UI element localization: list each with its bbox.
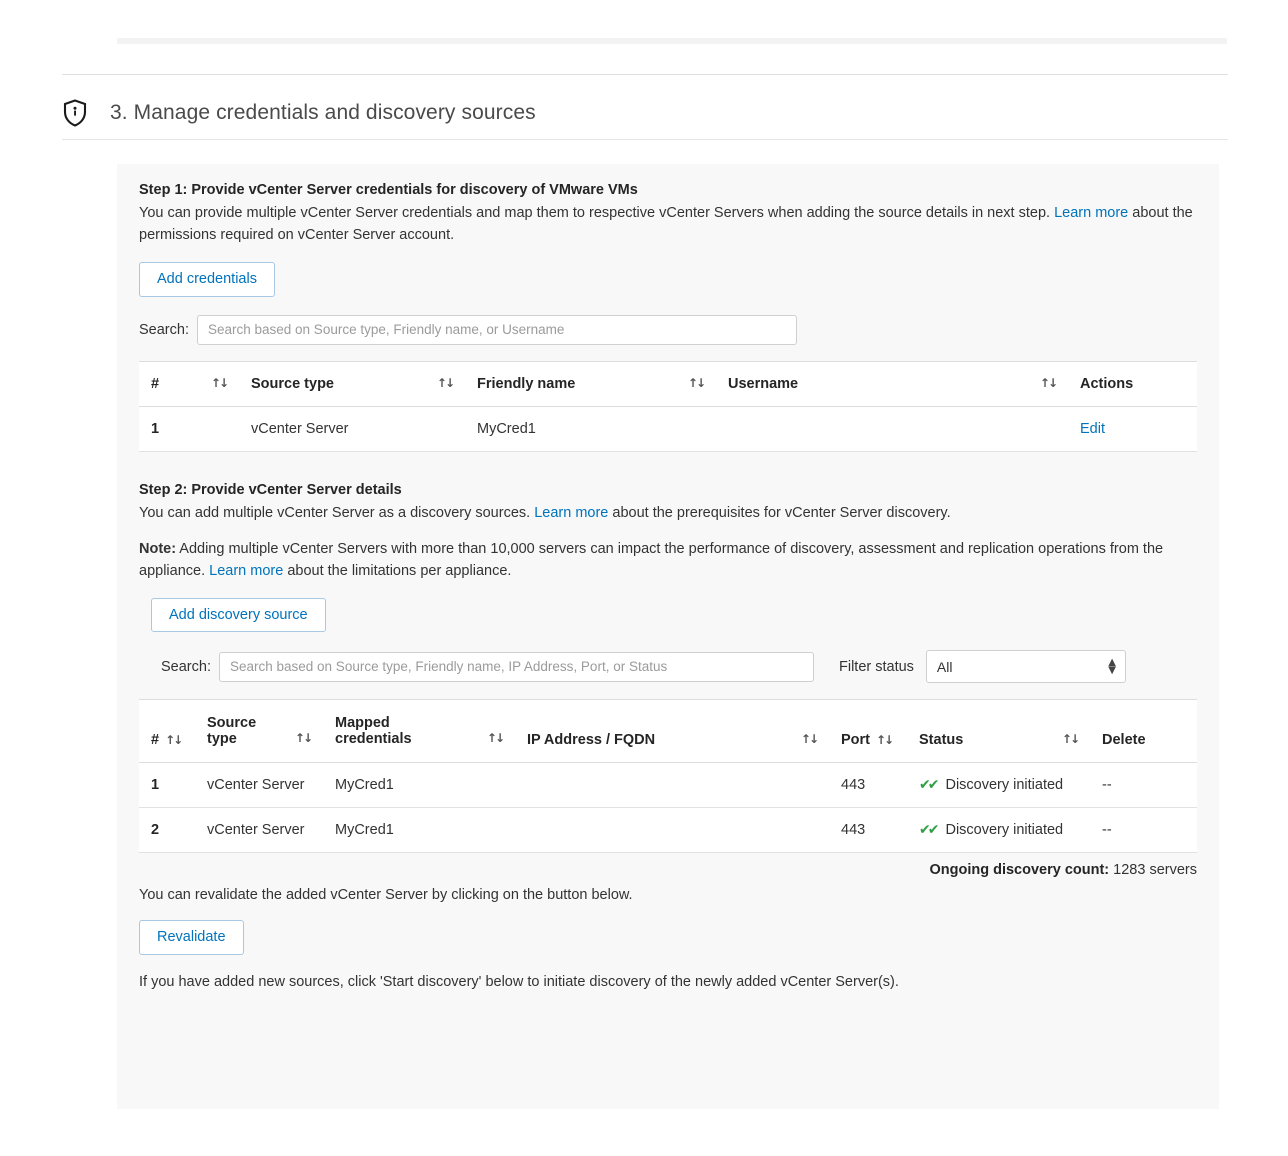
cell-friendly-name: MyCred1 — [465, 406, 716, 451]
credentials-search-input[interactable] — [197, 315, 797, 345]
sort-icon[interactable]: ↑↓ — [1039, 375, 1056, 390]
table-row — [139, 763, 1197, 808]
col-friendly-name[interactable] — [465, 361, 716, 406]
section-header — [62, 88, 1228, 138]
step1-search-label: Search: — [139, 321, 189, 338]
cell-ip-fqdn — [515, 808, 829, 853]
step2-description — [139, 502, 1197, 524]
note-learn-more-link[interactable]: Learn more — [209, 562, 284, 579]
step2-search-row — [139, 650, 1197, 683]
add-discovery-source-button[interactable]: Add discovery source — [151, 598, 326, 633]
col-actions-label: Actions — [1080, 375, 1134, 392]
cell-source-type: vCenter Server — [195, 763, 323, 808]
step2-note — [139, 538, 1197, 582]
add-credentials-button[interactable]: Add credentials — [139, 262, 275, 297]
col-delete — [1090, 700, 1197, 763]
cell-username — [716, 406, 1068, 451]
col-username[interactable] — [716, 361, 1068, 406]
table-row — [139, 808, 1197, 853]
shield-exclamation-icon — [62, 98, 88, 128]
col-port-label: Port — [841, 732, 870, 748]
col-number[interactable] — [139, 361, 239, 406]
col-number[interactable] — [139, 700, 195, 763]
cell-number: 1 — [139, 763, 195, 808]
revalidate-button[interactable]: Revalidate — [139, 920, 244, 955]
col-source-type-label-1: Source — [207, 715, 257, 731]
cell-status — [907, 763, 1090, 808]
step1-desc-text-1: You can provide multiple vCenter Server credentials and map them to respective vCenter Servers when adding the source details in next step. — [139, 205, 1055, 221]
col-source-type-label-2: type — [207, 731, 237, 747]
panel-content — [139, 182, 1197, 993]
ongoing-discovery-value: 1283 servers — [1113, 862, 1197, 878]
cell-port: 443 — [829, 763, 907, 808]
discovery-search-input[interactable] — [219, 652, 814, 682]
note-text-2: about the limitations per appliance. — [283, 562, 512, 579]
step1-description — [139, 202, 1197, 246]
footer-description: If you have added new sources, click 'Start discovery' below to initiate discovery of the newly added vCenter Server(s). — [139, 973, 899, 990]
col-username-label: Username — [728, 375, 799, 392]
cell-mapped-credentials: MyCred1 — [323, 763, 515, 808]
top-decorative-strip — [117, 38, 1227, 44]
step1-desc-text-2: about the permissions required on vCenter Server account. — [139, 205, 1193, 243]
col-number-label: # — [151, 732, 160, 748]
credentials-table — [139, 361, 1197, 452]
sort-icon[interactable]: ↑↓ — [210, 375, 227, 390]
cell-delete: -- — [1090, 763, 1197, 808]
step2-title: Step 2: Provide vCenter Server details — [139, 481, 402, 498]
cell-delete: -- — [1090, 808, 1197, 853]
col-mapped-credentials[interactable] — [323, 700, 515, 763]
edit-link[interactable]: Edit — [1080, 420, 1105, 437]
step1-learn-more-link[interactable]: Learn more — [1054, 205, 1129, 221]
sort-icon[interactable]: ↑↓ — [1061, 732, 1078, 746]
col-source-type-label: Source type — [251, 375, 334, 392]
note-label: Note: — [139, 540, 177, 557]
step2-learn-more-link[interactable]: Learn more — [534, 504, 609, 521]
cell-status — [907, 808, 1090, 853]
ongoing-discovery-count — [139, 862, 1197, 878]
cell-source-type: vCenter Server — [195, 808, 323, 853]
credentials-panel — [117, 164, 1219, 1109]
cell-actions — [1068, 406, 1197, 451]
cell-mapped-credentials: MyCred1 — [323, 808, 515, 853]
filter-status-select-wrap — [926, 650, 1126, 683]
status-text: Discovery initiated — [945, 822, 1064, 838]
table-row — [139, 406, 1197, 451]
cell-ip-fqdn — [515, 763, 829, 808]
note-text-1: Adding multiple vCenter Servers with more than 10,000 servers can impact the performance of discovery, assessment and replication operations from the appliance. — [139, 540, 1164, 579]
col-port[interactable] — [829, 700, 907, 763]
sort-icon[interactable]: ↑↓ — [294, 731, 311, 745]
sort-icon[interactable]: ↑↓ — [800, 732, 817, 746]
step2-desc-text-1: You can add multiple vCenter Server as a discovery sources. — [139, 504, 535, 521]
filter-status-label: Filter status — [838, 658, 914, 675]
step1-search-row — [139, 315, 1197, 345]
col-source-type[interactable] — [239, 361, 465, 406]
discovery-sources-table — [139, 699, 1197, 853]
col-status-label: Status — [919, 732, 964, 748]
page-title: 3. Manage credentials and discovery sources — [110, 101, 536, 124]
revalidate-description: You can revalidate the added vCenter Server by clicking on the button below. — [139, 887, 633, 903]
sort-icon[interactable]: ↑↓ — [486, 731, 503, 745]
col-friendly-name-label: Friendly name — [477, 375, 576, 392]
col-ip-fqdn[interactable] — [515, 700, 829, 763]
col-mapped-label-1: Mapped — [335, 715, 390, 731]
step2-desc-text-2: about the prerequisites for vCenter Server discovery. — [608, 504, 951, 521]
top-divider — [62, 74, 1228, 75]
ongoing-discovery-label: Ongoing discovery count: — [929, 862, 1110, 878]
discovery-table-header-row — [139, 700, 1197, 763]
col-ip-fqdn-label: IP Address / FQDN — [527, 732, 656, 748]
header-divider — [62, 139, 1228, 140]
double-check-icon: ✔✔ — [919, 822, 937, 838]
cell-number: 2 — [139, 808, 195, 853]
chevron-updown-icon: ▲ ▼ — [1108, 656, 1116, 676]
cell-number: 1 — [139, 406, 239, 451]
sort-icon[interactable]: ↑↓ — [436, 375, 453, 390]
status-text: Discovery initiated — [945, 777, 1064, 793]
sort-icon[interactable]: ↑↓ — [876, 733, 893, 747]
cell-source-type: vCenter Server — [239, 406, 465, 451]
step1-title: Step 1: Provide vCenter Server credentials for discovery of VMware VMs — [139, 182, 638, 198]
col-source-type[interactable] — [195, 700, 323, 763]
credentials-table-header-row — [139, 361, 1197, 406]
double-check-icon: ✔✔ — [919, 777, 937, 793]
col-status[interactable] — [907, 700, 1090, 763]
sort-icon[interactable]: ↑↓ — [165, 733, 182, 747]
col-actions — [1068, 361, 1197, 406]
step2-search-label: Search: — [161, 658, 211, 675]
cell-port: 443 — [829, 808, 907, 853]
col-mapped-label-2: credentials — [335, 731, 412, 747]
filter-status-select[interactable] — [926, 650, 1126, 683]
col-delete-label: Delete — [1102, 732, 1146, 748]
col-number-label: # — [151, 375, 160, 392]
sort-icon[interactable]: ↑↓ — [687, 375, 704, 390]
